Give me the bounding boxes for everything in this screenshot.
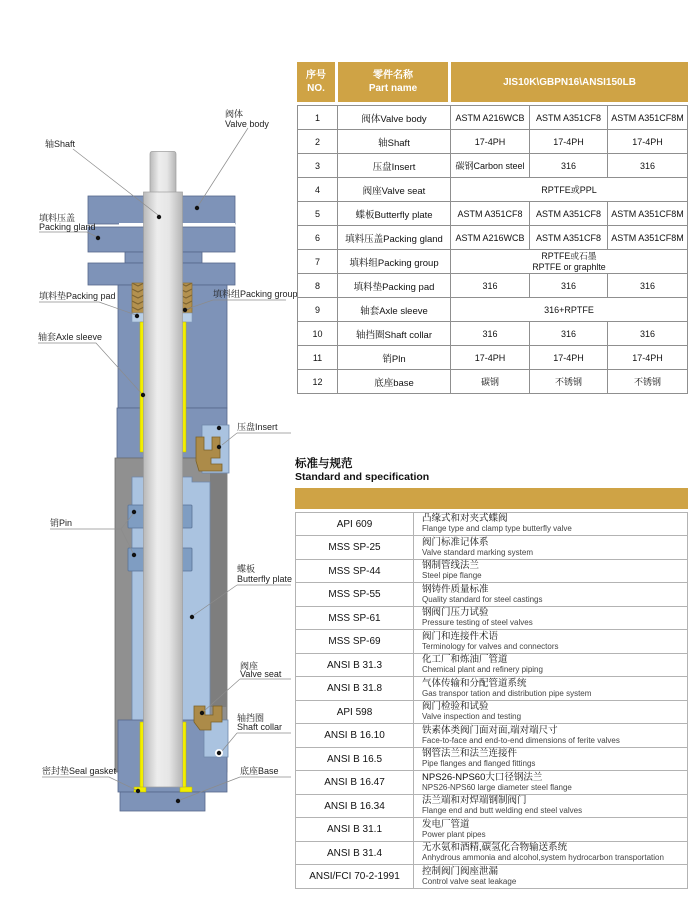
- standard-code: MSS SP-55: [296, 583, 414, 607]
- cell-no: 11: [297, 346, 338, 370]
- cell-m3: 17-4PH: [608, 346, 688, 370]
- label-packing-pad: 填料垫Packing pad: [39, 291, 116, 301]
- cell-name: 轴Shaft: [338, 130, 451, 154]
- cell-m3: ASTM A351CF8M: [608, 105, 688, 130]
- standard-code: API 598: [296, 701, 414, 725]
- table-row: [296, 513, 687, 537]
- label-valve-seat-zh: 阀座: [240, 661, 259, 671]
- standard-desc: 气体传输和分配管道系统 Gas transpor tation and distribution pipe system: [414, 677, 687, 701]
- cell-m2: ASTM A351CF8: [530, 202, 608, 226]
- table-row: [297, 274, 688, 298]
- cell-name: 填料组Packing group: [338, 250, 451, 274]
- cell-merged: RPTFE或石墨 RPTFE or graphlte: [451, 250, 688, 274]
- standard-desc: 钢管法兰和法兰连接件 Pipe flanges and flanged fittings: [414, 748, 687, 772]
- standard-code: MSS SP-44: [296, 560, 414, 584]
- standard-desc: 无水氨和酒精,碳氢化合物输送系统 Anhydrous ammonia and alcohol,system hydrocarbon transportation: [414, 842, 687, 866]
- cell-no: 5: [297, 202, 338, 226]
- label-valve-body-zh: 阀体: [225, 109, 244, 119]
- standard-code: ANSI B 16.10: [296, 724, 414, 748]
- table-row: [297, 130, 688, 154]
- cell-no: 9: [297, 298, 338, 322]
- table-row: [296, 795, 687, 819]
- cell-merged: RPTFE或PPL: [451, 178, 688, 202]
- table-row: [297, 154, 688, 178]
- table-row: [296, 677, 687, 701]
- cell-no: 2: [297, 130, 338, 154]
- table-row: [297, 322, 688, 346]
- table-row: [296, 630, 687, 654]
- label-shaft-collar-en: Shaft collar: [237, 722, 283, 732]
- cell-m1: ASTM A351CF8: [451, 202, 530, 226]
- header-part-name: 零件名称 Part name: [338, 62, 451, 105]
- standard-code: ANSI B 16.34: [296, 795, 414, 819]
- cell-name: 底座base: [338, 370, 451, 394]
- standards-section: [295, 458, 688, 889]
- label-seal-gasket: 密封垫Seal gasket: [42, 766, 117, 776]
- label-base: 底座Base: [240, 766, 279, 776]
- standard-code: MSS SP-69: [296, 630, 414, 654]
- standard-code: ANSI B 16.5: [296, 748, 414, 772]
- cell-m1: ASTM A216WCB: [451, 226, 530, 250]
- cell-m3: ASTM A351CF8M: [608, 226, 688, 250]
- table-row: [296, 536, 687, 560]
- standard-desc: 阀门标准记体系 Valve standard marking system: [414, 536, 687, 560]
- table-row: [297, 178, 688, 202]
- table-row: [296, 818, 687, 842]
- standard-desc: 发电厂管道 Power plant pipes: [414, 818, 687, 842]
- table-row: [296, 771, 687, 795]
- standard-desc: 钢制管线法兰 Steel pipe flange: [414, 560, 687, 584]
- standard-desc: 凸缘式和对夹式蝶阀 Flange type and clamp type butterfly valve: [414, 513, 687, 537]
- table-row: [297, 298, 688, 322]
- cell-m3: 316: [608, 274, 688, 298]
- label-shaft-collar-zh: 轴挡圈: [237, 713, 265, 723]
- table-row: [297, 105, 688, 130]
- standard-desc: 阀门和连接件术语 Terminology for valves and connectors: [414, 630, 687, 654]
- cell-m1: 316: [451, 274, 530, 298]
- standard-code: MSS SP-25: [296, 536, 414, 560]
- cell-m2: 17-4PH: [530, 346, 608, 370]
- parts-header-row: [297, 62, 688, 105]
- standard-code: ANSI B 31.1: [296, 818, 414, 842]
- valve-cross-section-diagram: [0, 0, 300, 897]
- standard-code: ANSI B 31.4: [296, 842, 414, 866]
- standard-desc: 法兰端和对焊端钢制阀门 Flange end and butt welding end steel valves: [414, 795, 687, 819]
- cell-no: 1: [297, 105, 338, 130]
- cell-m2: ASTM A351CF8: [530, 226, 608, 250]
- table-row: [296, 748, 687, 772]
- cell-m2: 17-4PH: [530, 130, 608, 154]
- label-butterfly-plate-zh: 蝶板: [237, 564, 256, 574]
- label-shaft: 轴Shaft: [45, 139, 76, 149]
- cell-name: 填料压盖Packing gland: [338, 226, 451, 250]
- standard-code: MSS SP-61: [296, 607, 414, 631]
- table-row: [296, 607, 687, 631]
- label-valve-seat-en: Valve seat: [240, 669, 282, 679]
- cell-name: 轴套Axle sleeve: [338, 298, 451, 322]
- cell-no: 8: [297, 274, 338, 298]
- cell-m2: ASTM A351CF8: [530, 105, 608, 130]
- label-packing-group: 填料组Packing group: [213, 289, 298, 299]
- label-butterfly-plate-en: Butterfly plate: [237, 574, 293, 584]
- cell-m2: 不锈钢: [530, 370, 608, 394]
- cell-name: 阀座Valve seat: [338, 178, 451, 202]
- table-row: [296, 724, 687, 748]
- label-axle-sleeve: 轴套Axle sleeve: [38, 332, 103, 342]
- cell-no: 3: [297, 154, 338, 178]
- cell-merged: 316+RPTFE: [451, 298, 688, 322]
- standards-title-en: Standard and specification: [295, 471, 430, 484]
- cell-m3: 316: [608, 322, 688, 346]
- parts-material-table: [297, 62, 688, 394]
- cell-no: 10: [297, 322, 338, 346]
- table-row: [296, 583, 687, 607]
- cell-m1: ASTM A216WCB: [451, 105, 530, 130]
- standard-desc: 阀门检验和试验 Valve inspection and testing: [414, 701, 687, 725]
- label-pin: 销Pin: [50, 518, 73, 528]
- table-row: [296, 701, 687, 725]
- standard-code: ANSI B 31.8: [296, 677, 414, 701]
- standards-header-bar: [295, 488, 688, 509]
- cell-name: 填料垫Packing pad: [338, 274, 451, 298]
- label-valve-body-en: Valve body: [225, 119, 269, 129]
- standard-desc: 铁素体类阀门面对面,端对端尺寸 Face-to-face and end-to-end dimensions of ferite valves: [414, 724, 687, 748]
- cell-name: 蝶板Butterfly plate: [338, 202, 451, 226]
- shaft-shape: [144, 152, 183, 788]
- table-row: [296, 654, 687, 678]
- table-row: [297, 250, 688, 274]
- standard-desc: 控制阀门阀座泄漏 Control valve seat leakage: [422, 865, 517, 886]
- cell-no: 4: [297, 178, 338, 202]
- cell-m1: 316: [451, 322, 530, 346]
- cell-m2: 316: [530, 322, 608, 346]
- cell-name: 阀体Valve body: [338, 105, 451, 130]
- cell-no: 7: [297, 250, 338, 274]
- table-row: [296, 865, 687, 888]
- table-row: [297, 226, 688, 250]
- standard-desc: NPS26-NPS60大口径钢法兰 NPS26-NPS60 large diameter steel flange: [414, 771, 687, 795]
- standard-code: API 609: [296, 513, 414, 537]
- standard-code: ANSI/FCI 70-2-1991: [296, 865, 414, 888]
- table-row: [297, 202, 688, 226]
- cell-no: 6: [297, 226, 338, 250]
- table-row: [296, 560, 687, 584]
- cell-m2: 316: [530, 154, 608, 178]
- cell-m1: 17-4PH: [451, 130, 530, 154]
- cell-m1: 碳钢Carbon steel: [451, 154, 530, 178]
- standard-desc: 钢阀门压力试验 Pressure testing of steel valves: [414, 607, 687, 631]
- cell-m3: ASTM A351CF8M: [608, 202, 688, 226]
- label-packing-gland-en: Packing gland: [39, 222, 96, 232]
- cell-name: 销Pln: [338, 346, 451, 370]
- standards-title-zh: 标准与规范: [295, 458, 353, 470]
- cell-no: 12: [297, 370, 338, 394]
- label-packing-gland-zh: 填料压盖: [39, 213, 76, 223]
- cell-m3: 17-4PH: [608, 130, 688, 154]
- cell-name: 轴挡圈Shaft collar: [338, 322, 451, 346]
- table-row: [296, 842, 687, 866]
- header-spec: JIS10K\GBPN16\ANSI150LB: [451, 62, 688, 105]
- cell-m1: 碳钢: [451, 370, 530, 394]
- cell-m3: 316: [608, 154, 688, 178]
- table-row: [297, 370, 688, 394]
- standard-desc: 化工厂和炼油厂管道 Chemical plant and refinery piping: [414, 654, 687, 678]
- cell-m1: 17-4PH: [451, 346, 530, 370]
- header-no: 序号 NO.: [297, 62, 338, 105]
- cell-name: 压盘Insert: [338, 154, 451, 178]
- cell-m3: 不锈钢: [608, 370, 688, 394]
- label-insert: 压盘Insert: [237, 422, 278, 432]
- cell-m2: 316: [530, 274, 608, 298]
- standard-desc: 钢铸件质量标准 Quality standard for steel castings: [414, 583, 687, 607]
- standard-code: ANSI B 16.47: [296, 771, 414, 795]
- table-row: [297, 346, 688, 370]
- standard-code: ANSI B 31.3: [296, 654, 414, 678]
